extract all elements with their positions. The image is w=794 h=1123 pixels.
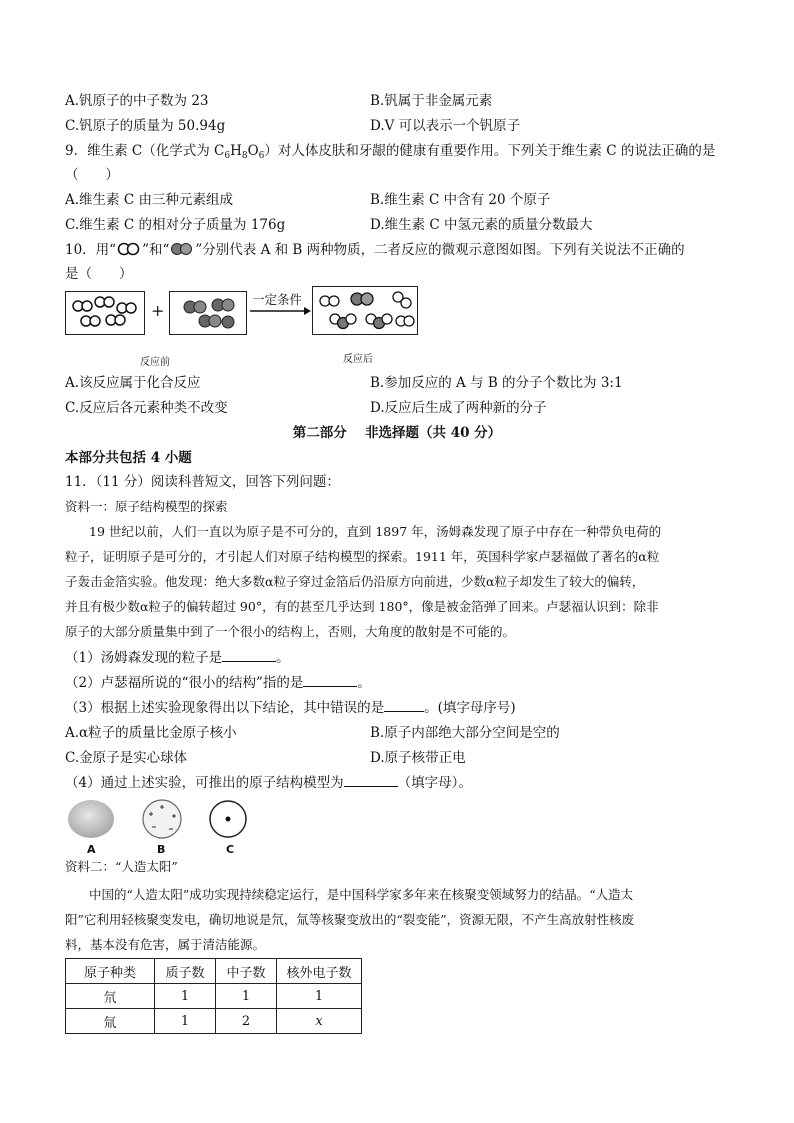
atom-model-c-icon [207, 799, 249, 839]
table-header-cell: 原子种类 [66, 959, 155, 984]
atom-model-b-icon [139, 798, 185, 840]
table-cell: 1 [155, 984, 216, 1009]
table-row [66, 1009, 362, 1034]
q9-option-d: D.维生素 C 中氢元素的质量分数最大 [370, 217, 593, 233]
material2-title: 资料二：“人造太阳” [65, 859, 178, 874]
model-label: A [87, 843, 96, 856]
reactant-b-box [169, 291, 247, 335]
answer-blank[interactable] [303, 674, 357, 687]
q8-option-b: B.钒属于非金属元素 [370, 93, 493, 109]
caption-after: 反应后 [343, 354, 373, 365]
isotope-table [65, 958, 362, 1034]
material1-line: 子轰击金箔实验。他发现：绝大多数α粒子穿过金箔后仍沿原方向前进，少数α粒子却发生了较大的偏转， [65, 574, 645, 589]
model-label: B [157, 843, 166, 856]
q10-option-b: B.参加反应的 A 与 B 的分子个数比为 3:1 [370, 375, 623, 391]
model-label: C [226, 843, 235, 856]
atom-model-a-icon [66, 798, 116, 840]
q10-option-c: C.反应后各元素种类不改变 [65, 400, 228, 416]
q8-option-a: A.钒原子的中子数为 23 [65, 93, 209, 109]
material1-line: 19 世纪以前，人们一直以为原子是不可分的，直到 1897 年，汤姆森发现了原子中存在一种带负电荷的 [89, 524, 662, 539]
material1-line: 粒子，证明原子是可分的，才引起人们对原子结构模型的探索。1911 年，英国科学家卢瑟福做了著名的α粒 [65, 549, 660, 564]
table-cell: 1 [216, 984, 277, 1009]
q8-option-c: C.钒原子的质量为 50.94g [65, 118, 226, 134]
table-cell: 氚 [66, 1009, 155, 1034]
material2-line: 阳”它利用轻核聚变发电，确切地说是氘，氚等核聚变放出的“裂变能”，资源无限，不产生高放射性核废 [65, 912, 635, 927]
q11-sub3-option-a: A.α粒子的质量比金原子核小 [65, 725, 237, 741]
material1-title: 资料一：原子结构模型的探索 [65, 499, 228, 514]
table-cell: 2 [216, 1009, 277, 1034]
material2-line: 料，基本没有危害，属于清洁能源。 [65, 937, 266, 952]
answer-blank[interactable] [344, 774, 398, 787]
molecule-a-icon [116, 242, 142, 256]
q9-option-b: B.维生素 C 中含有 20 个原子 [370, 192, 551, 208]
table-cell: x [277, 1009, 362, 1034]
reactant-a-box [65, 291, 145, 335]
q11-sub2: （2）卢瑟福所说的“很小的结构”指的是 。 [65, 675, 371, 691]
caption-before: 反应前 [140, 357, 170, 368]
q10-stem-line2: 是（ ） [65, 266, 133, 282]
part2-intro: 本部分共包括 4 小题 [65, 450, 192, 466]
reaction-arrow-icon [248, 306, 312, 316]
q10-stem: 10．用“ ”和“ ”分别代表 A 和 B 两种物质，二者反应的微观示意图如图。下列有关说法不正确的 [65, 242, 685, 258]
q11-sub3-option-d: D.原子核带正电 [370, 750, 466, 766]
products-box [312, 286, 418, 335]
table-cell: 1 [277, 984, 362, 1009]
material1-line: 原子的大部分质量集中到了一个很小的结构上，否则，大角度的散射是不可能的。 [65, 624, 516, 639]
q11-sub4: （4）通过上述实验，可推出的原子结构模型为 （填字母）。 [65, 775, 472, 791]
table-cell: 1 [155, 1009, 216, 1034]
plus-sign: + [151, 301, 165, 320]
q11-sub3-option-c: C.金原子是实心球体 [65, 750, 188, 766]
answer-blank[interactable] [384, 699, 424, 712]
q9-stem: 9．维生素 C（化学式为 $C_6H_8O_6$）对人体皮肤和牙龈的健康有重要作用。下列关于维生素 C 的说法正确的是 [65, 143, 716, 161]
q11-sub3-option-b: B.原子内部绝大部分空间是空的 [370, 725, 560, 741]
q10-option-a: A.该反应属于化合反应 [65, 375, 201, 391]
q9-answer-paren: （ ） [65, 167, 119, 183]
table-header-row [66, 959, 362, 984]
q9-option-a: A.维生素 C 由三种元素组成 [65, 192, 233, 208]
q8-option-d: D.V 可以表示一个钒原子 [370, 118, 521, 134]
material2-line: 中国的“人造太阳”成功实现持续稳定运行，是中国科学家多年来在核聚变领域努力的结晶。“人造太 [89, 887, 634, 902]
table-header-cell: 中子数 [216, 959, 277, 984]
answer-blank[interactable] [222, 649, 276, 662]
q9-option-c: C.维生素 C 的相对分子质量为 176g [65, 217, 286, 233]
reaction-condition-label: 一定条件 [252, 292, 303, 307]
material1-line: 并且有极少数α粒子的偏转超过 90°，有的甚至几乎达到 180°，像是被金箔弹了回来。卢瑟福认识到：除非 [65, 599, 659, 614]
q11-sub1: （1）汤姆森发现的粒子是 。 [65, 650, 290, 666]
q11-stem: 11．（11 分）阅读科普短文，回答下列问题： [65, 474, 340, 490]
table-row [66, 984, 362, 1009]
q10-option-d: D.反应后生成了两种新的分子 [370, 400, 547, 416]
table-cell: 氘 [66, 984, 155, 1009]
table-header-cell: 核外电子数 [277, 959, 362, 984]
part2-title: 第二部分 非选择题（共 40 分） [292, 425, 502, 441]
table-header-cell: 质子数 [155, 959, 216, 984]
molecule-b-icon [169, 242, 195, 256]
q11-sub3: （3）根据上述实验现象得出以下结论，其中错误的是 。(填字母序号) [65, 700, 516, 716]
